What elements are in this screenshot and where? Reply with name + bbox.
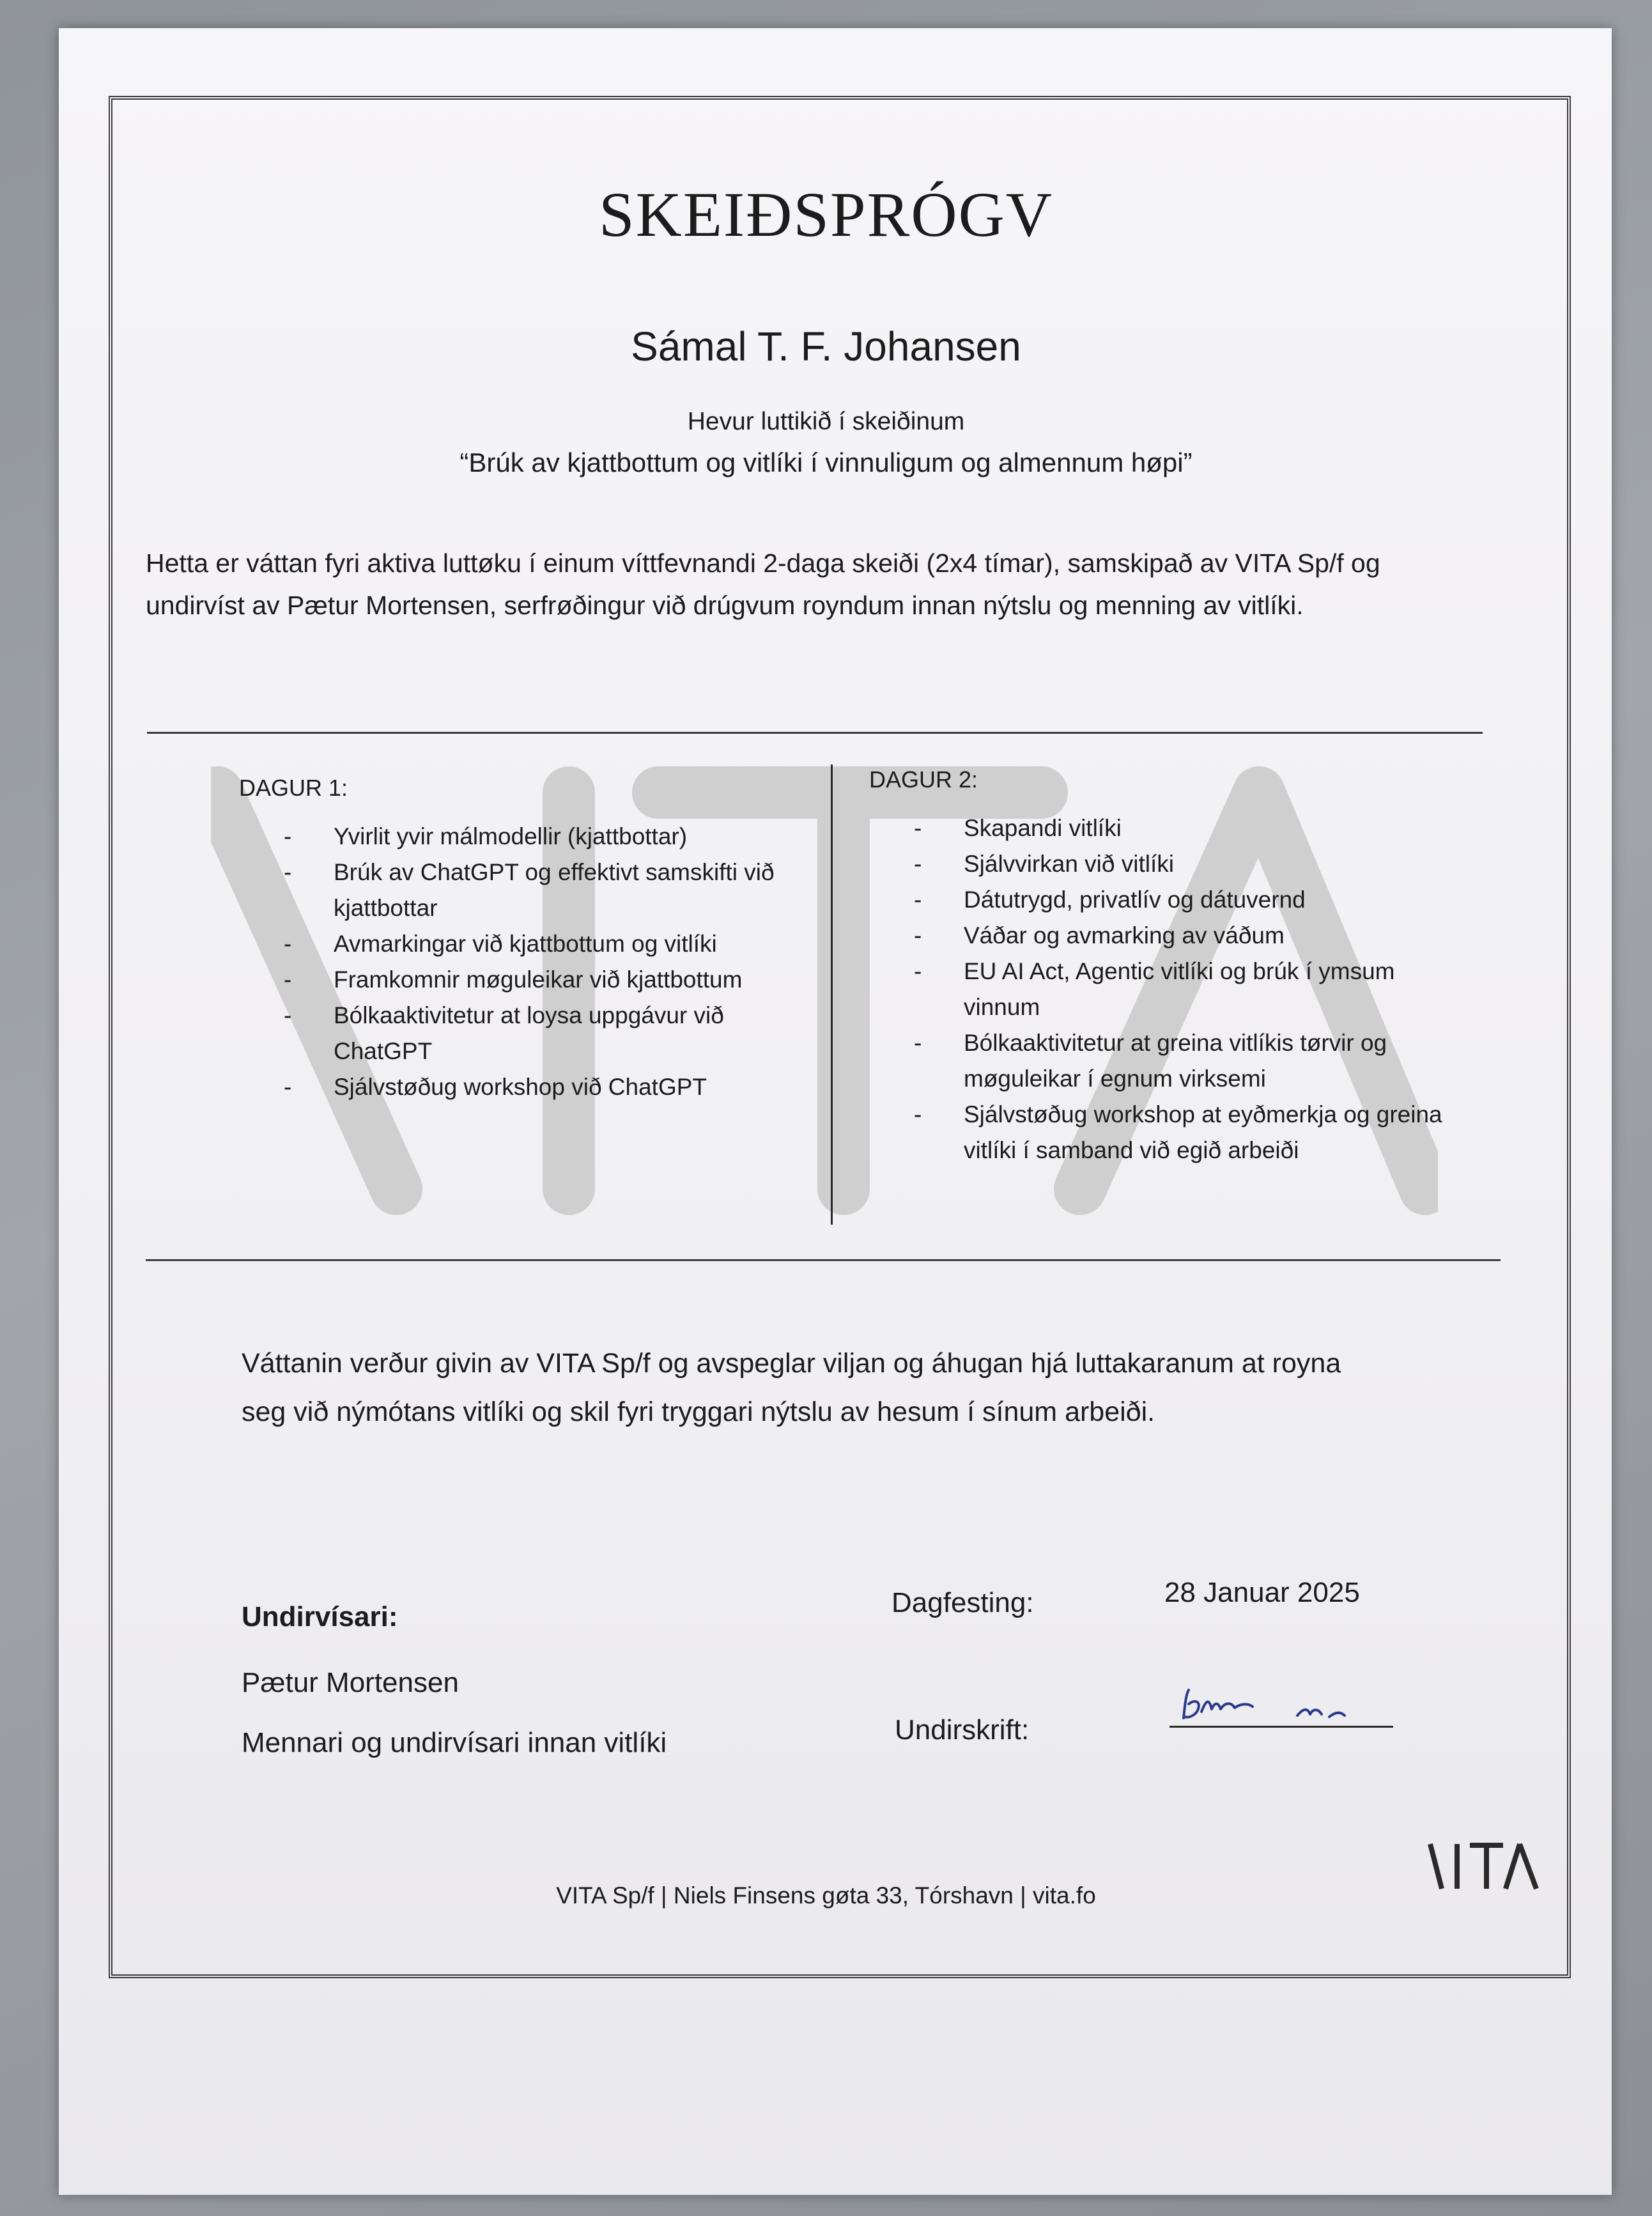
day1-list — [239, 819, 801, 1105]
list-item: - EU AI Act, Agentic vitlíki og brúk í ymsum vinnum — [869, 954, 1444, 1025]
list-item: - Bólkaaktivitetur at greina vitlíkis tørvir og møguleikar í egnum virksemi — [869, 1025, 1444, 1097]
footer-address: VITA Sp/f | Niels Finsens gøta 33, Tórshavn | vita.fo — [556, 1882, 1096, 1909]
day2-heading: DAGUR 2: — [869, 766, 978, 793]
list-item: - Sjálvstøðug workshop at eyðmerkja og greina vitlíki í samband við egið arbeiði — [869, 1097, 1444, 1168]
day2-list — [869, 810, 1444, 1168]
list-item: - Bólkaaktivitetur at loysa uppgávur við ChatGPT — [239, 998, 801, 1069]
list-item: - Sjálvstøðug workshop við ChatGPT — [239, 1069, 801, 1105]
instructor-role: Mennari og undirvísari innan vitlíki — [242, 1727, 667, 1758]
list-item: - Dátutrygd, privatlív og dátuvernd — [869, 882, 1444, 918]
day1-column — [239, 770, 801, 1105]
divider-top — [147, 732, 1483, 734]
date-value: 28 Januar 2025 — [1164, 1577, 1360, 1608]
closing-line: seg við nýmótans vitlíki og skil fyri tryggari nýtslu av hesum í sínum arbeiði. — [242, 1397, 1155, 1427]
intro-paragraph — [146, 542, 1507, 626]
column-divider — [831, 764, 833, 1225]
list-item: - Skapandi vitlíki — [869, 810, 1444, 846]
list-item: - Váðar og avmarking av váðum — [869, 918, 1444, 954]
list-item: - Avmarkingar við kjattbottum og vitlíki — [239, 926, 801, 962]
intro-line: Hetta er váttan fyri aktiva luttøku í einum víttfevnandi 2-daga skeiði (2x4 tímar), samskipað av VITA Sp/f og — [146, 548, 1380, 578]
closing-paragraph — [242, 1339, 1430, 1436]
instructor-name: Pætur Mortensen — [242, 1667, 459, 1698]
list-item: - Yvirlit yvir málmodellir (kjattbottar) — [239, 819, 801, 855]
instructor-label: Undirvísari: — [242, 1601, 398, 1632]
list-item: - Framkomnir møguleikar við kjattbottum — [239, 962, 801, 998]
date-label: Dagfesting: — [892, 1587, 1034, 1618]
course-title: “Brúk av kjattbottum og vitlíki í vinnuligum og almennum høpi” — [459, 447, 1193, 477]
signature-line — [1170, 1726, 1393, 1728]
day1-heading: DAGUR 1: — [239, 775, 348, 801]
list-item: - Brúk av ChatGPT og effektivt samskifti við kjattbottar — [239, 855, 801, 926]
handwritten-signature — [1176, 1680, 1406, 1731]
day2-column — [869, 762, 1444, 1168]
closing-line: Váttanin verður givin av VITA Sp/f og avspeglar viljan og áhugan hjá luttakaranum at royna — [242, 1348, 1341, 1379]
signature-label: Undirskrift: — [895, 1714, 1030, 1746]
list-item: - Sjálvvirkan við vitlíki — [869, 846, 1444, 882]
recipient-name: Sámal T. F. Johansen — [631, 323, 1021, 369]
participation-line: Hevur luttikið í skeiðinum — [687, 408, 965, 435]
intro-line: undirvíst av Pætur Mortensen, serfrøðingur við drúgvum royndum innan nýtslu og menning av vitlíki. — [146, 591, 1304, 620]
certificate-title: SKEIÐSPRÓGV — [598, 179, 1053, 250]
divider-bottom — [146, 1259, 1501, 1261]
